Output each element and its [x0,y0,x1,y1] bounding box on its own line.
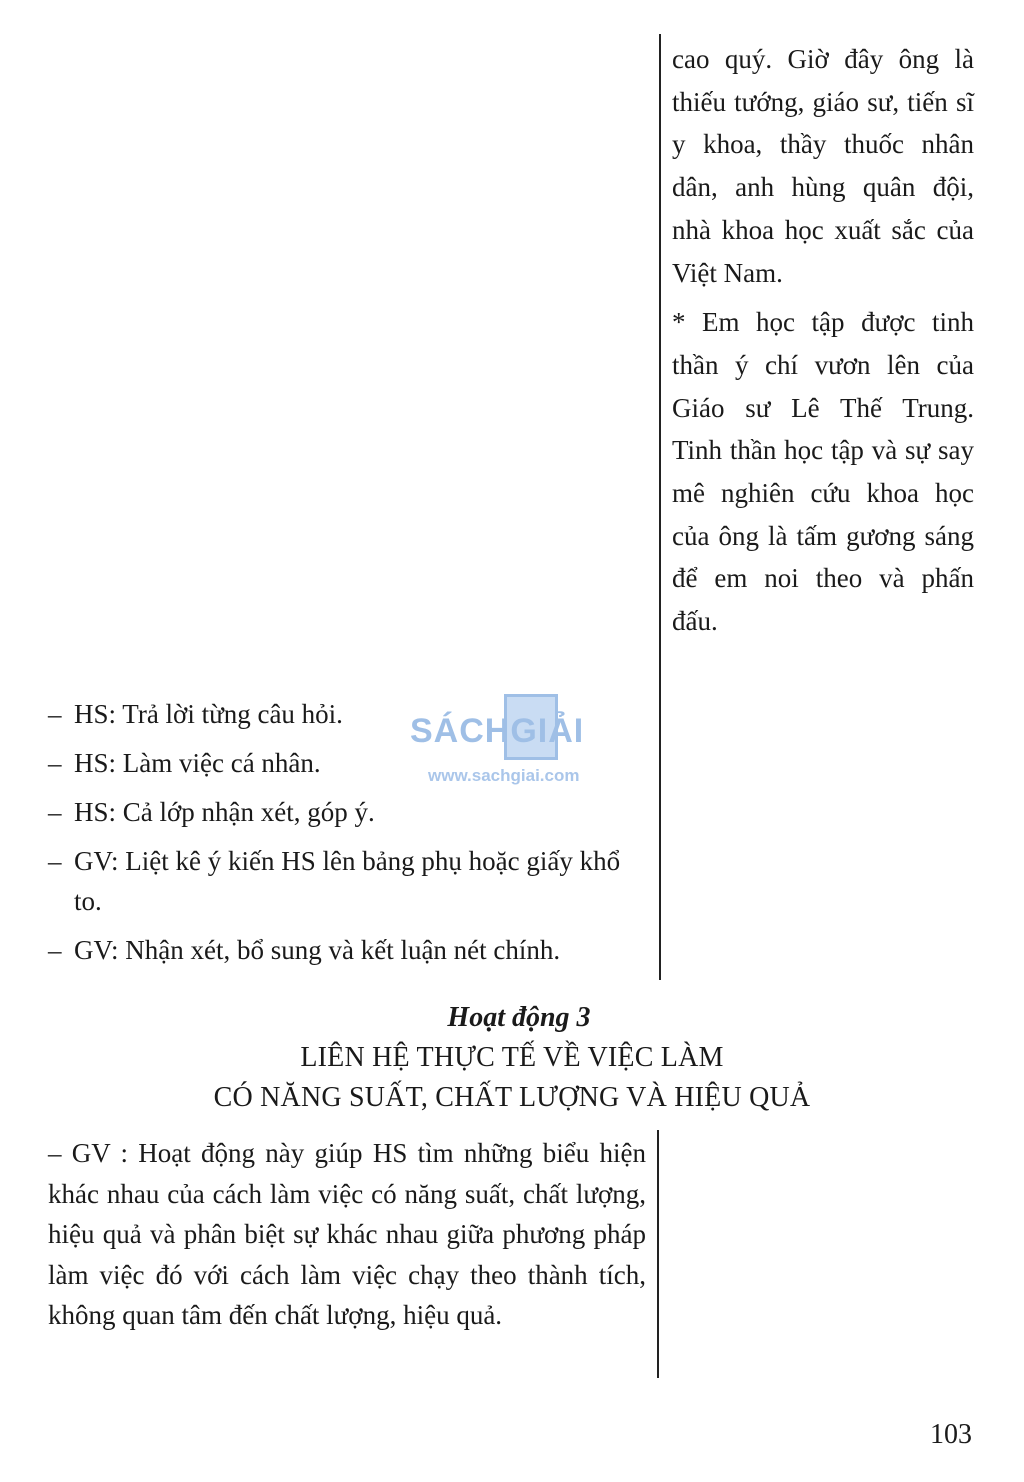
right-column-paragraph: * Em học tập được tinh thần ý chí vươn lên của Giáo sư Lê Thế Trung. Tinh thần học tập và sự say mê nghiên cứu khoa học của ông là tấm gương sáng để em noi theo và phấn đấu. [672,307,974,637]
activity-label: Hoạt động 3 [447,1002,591,1033]
list-item: – GV: Nhận xét, bổ sung và kết luận nét chính. [48,935,561,965]
right-column-paragraph: cao quý. Giờ đây ông là thiếu tướng, giáo sư, tiến sĩ y khoa, thầy thuốc nhân dân, anh hùng quân đội, nhà khoa học xuất sắc của Việt Nam. [672,44,974,288]
list-item: – HS: Làm việc cá nhân. [48,748,321,778]
watermark-url: www.sachgiai.com [428,766,580,785]
page-number: 103 [930,1419,972,1450]
list-item: – GV: Liệt kê ý kiến HS lên bảng phụ hoặc giấy khổ to. [48,846,621,916]
list-item: – HS: Trả lời từng câu hỏi. [48,699,343,729]
column-divider-bottom [657,1130,659,1378]
activity-description: – GV : Hoạt động này giúp HS tìm những biểu hiện khác nhau của cách làm việc có năng suất, chất lượng, hiệu quả và phân biệt sự khác nhau giữa phương pháp làm việc đó với cách làm việc chạy theo thành tích, không quan tâm đến chất lượng, hiệu quả. [48,1138,646,1330]
right-column [672,38,974,643]
watermark-brand: SÁCHGIẢI [410,712,585,750]
activity-title-line2: CÓ NĂNG SUẤT, CHẤT LƯỢNG VÀ HIỆU QUẢ [213,1082,811,1113]
teacher-student-steps [48,694,648,979]
activity-title-line1: LIÊN HỆ THỰC TẾ VỀ VIỆC LÀM [300,1042,724,1073]
list-item: – HS: Cả lớp nhận xét, góp ý. [48,797,375,827]
activity-heading [0,998,1024,1118]
column-divider-top [659,34,661,980]
